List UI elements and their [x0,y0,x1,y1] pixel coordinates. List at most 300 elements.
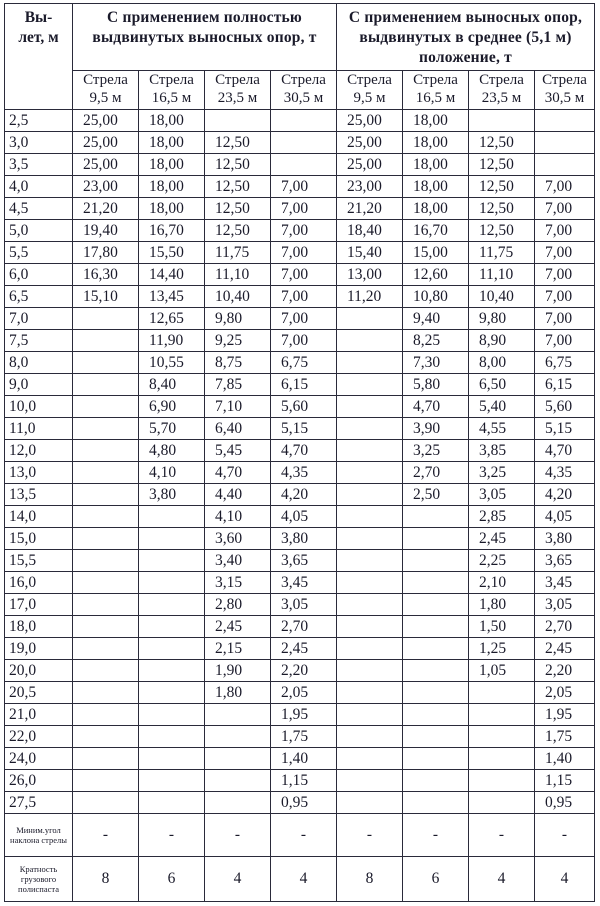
capacity-cell: 7,00 [535,176,595,198]
capacity-cell [73,506,139,528]
capacity-cell [403,528,469,550]
capacity-cell: 3,80 [271,528,337,550]
capacity-cell [337,484,403,506]
capacity-cell: 5,45 [205,440,271,462]
radius-cell: 20,5 [5,682,73,704]
table-row [5,264,595,286]
radius-cell: 13,5 [5,484,73,506]
capacity-cell: 7,00 [271,286,337,308]
capacity-cell: 7,00 [271,308,337,330]
capacity-cell [73,616,139,638]
load-capacity-table [4,3,595,902]
capacity-cell: 7,00 [535,330,595,352]
capacity-cell: 6,90 [139,396,205,418]
boom-length-header [469,71,535,110]
capacity-cell: 9,40 [403,308,469,330]
capacity-cell: 4,10 [205,506,271,528]
capacity-cell: 12,50 [469,154,535,176]
capacity-cell [271,110,337,132]
capacity-cell: 7,00 [535,286,595,308]
capacity-cell [337,660,403,682]
capacity-cell: 2,05 [271,682,337,704]
capacity-cell: 10,40 [469,286,535,308]
capacity-cell [337,528,403,550]
capacity-cell: 7,10 [205,396,271,418]
capacity-cell: 8,00 [469,352,535,374]
radius-cell: 15,5 [5,550,73,572]
capacity-cell: 8,25 [403,330,469,352]
capacity-cell: 12,50 [205,220,271,242]
capacity-cell [403,682,469,704]
capacity-cell: 1,05 [469,660,535,682]
capacity-cell: 2,85 [469,506,535,528]
capacity-cell [535,154,595,176]
table-row [5,374,595,396]
footer-value: - [403,814,469,857]
capacity-cell: 16,30 [73,264,139,286]
capacity-cell [337,506,403,528]
capacity-cell: 4,35 [271,462,337,484]
capacity-cell: 2,15 [205,638,271,660]
capacity-cell: 3,15 [205,572,271,594]
capacity-cell [73,352,139,374]
capacity-cell: 18,00 [139,198,205,220]
capacity-cell [337,704,403,726]
capacity-cell [337,682,403,704]
capacity-cell: 5,60 [535,396,595,418]
capacity-cell: 14,40 [139,264,205,286]
capacity-cell: 6,15 [535,374,595,396]
table-row [5,528,595,550]
capacity-cell: 2,25 [469,550,535,572]
capacity-cell [73,462,139,484]
capacity-cell: 18,00 [139,110,205,132]
radius-cell: 4,0 [5,176,73,198]
capacity-cell: 7,00 [271,176,337,198]
capacity-cell [139,660,205,682]
capacity-cell [337,770,403,792]
boom-length-header [205,71,271,110]
capacity-cell: 3,65 [535,550,595,572]
capacity-cell: 3,05 [271,594,337,616]
capacity-cell: 4,40 [205,484,271,506]
capacity-cell: 11,90 [139,330,205,352]
capacity-cell: 3,45 [535,572,595,594]
table-row [5,638,595,660]
capacity-cell [469,682,535,704]
radius-cell: 21,0 [5,704,73,726]
partial-outriggers-group-header: С применением выносных опор, выдвинутых в среднее (5,1 м) положение, т [337,4,595,71]
radius-cell: 6,0 [5,264,73,286]
radius-cell: 4,5 [5,198,73,220]
capacity-cell: 0,95 [271,792,337,814]
footer-value: - [337,814,403,857]
capacity-cell: 23,00 [73,176,139,198]
capacity-cell: 6,75 [271,352,337,374]
capacity-cell [337,616,403,638]
capacity-cell [337,594,403,616]
capacity-cell: 6,50 [469,374,535,396]
table-row [5,704,595,726]
capacity-cell [139,572,205,594]
capacity-cell: 10,40 [205,286,271,308]
capacity-cell [337,396,403,418]
capacity-cell: 12,50 [205,198,271,220]
capacity-cell [139,594,205,616]
capacity-cell: 4,70 [205,462,271,484]
footer-value: - [139,814,205,857]
capacity-cell [73,726,139,748]
capacity-cell: 7,00 [535,308,595,330]
table-row [5,660,595,682]
capacity-cell [403,638,469,660]
capacity-cell: 4,20 [535,484,595,506]
capacity-cell: 2,05 [535,682,595,704]
capacity-cell: 18,40 [337,220,403,242]
footer-value: 8 [337,857,403,902]
footer-value: 6 [139,857,205,902]
capacity-cell: 8,90 [469,330,535,352]
capacity-cell: 7,00 [535,242,595,264]
radius-cell: 20,0 [5,660,73,682]
capacity-cell [139,616,205,638]
table-row [5,396,595,418]
capacity-cell: 3,80 [139,484,205,506]
capacity-cell [403,660,469,682]
footer-value: 4 [205,857,271,902]
capacity-cell: 2,50 [403,484,469,506]
radius-cell: 16,0 [5,572,73,594]
capacity-cell: 12,65 [139,308,205,330]
capacity-cell [139,506,205,528]
capacity-cell: 2,10 [469,572,535,594]
capacity-cell [73,528,139,550]
capacity-cell: 3,60 [205,528,271,550]
capacity-cell: 2,45 [271,638,337,660]
capacity-cell: 2,20 [271,660,337,682]
min-boom-angle-row [5,814,595,857]
boom-header-length: 23,5 м [217,90,258,106]
capacity-cell [535,132,595,154]
capacity-cell [403,726,469,748]
capacity-cell: 4,05 [535,506,595,528]
capacity-cell [73,638,139,660]
table-row [5,330,595,352]
radius-cell: 5,5 [5,242,73,264]
capacity-cell [73,748,139,770]
capacity-cell: 4,35 [535,462,595,484]
radius-cell: 7,5 [5,330,73,352]
capacity-cell [403,704,469,726]
boom-header-length: 9,5 м [353,90,386,106]
capacity-cell: 18,00 [139,132,205,154]
capacity-cell [337,308,403,330]
radius-cell: 7,0 [5,308,73,330]
capacity-cell [73,418,139,440]
radius-cell: 8,0 [5,352,73,374]
capacity-cell: 18,00 [403,132,469,154]
capacity-cell [535,110,595,132]
capacity-cell: 2,20 [535,660,595,682]
capacity-cell: 2,80 [205,594,271,616]
capacity-cell: 7,30 [403,352,469,374]
capacity-cell: 1,80 [469,594,535,616]
capacity-cell [205,792,271,814]
boom-header-length: 23,5 м [481,90,522,106]
footer-value: 4 [535,857,595,902]
boom-header-word: Стрела [413,72,458,88]
footer-value: - [271,814,337,857]
capacity-cell [403,792,469,814]
capacity-cell [337,792,403,814]
capacity-cell: 11,20 [337,286,403,308]
table-row [5,462,595,484]
capacity-cell [139,792,205,814]
capacity-cell: 1,50 [469,616,535,638]
capacity-cell [337,748,403,770]
capacity-cell: 15,10 [73,286,139,308]
capacity-cell [139,748,205,770]
capacity-cell: 1,80 [205,682,271,704]
capacity-cell: 4,70 [271,440,337,462]
radius-cell: 15,0 [5,528,73,550]
capacity-cell: 2,70 [271,616,337,638]
footer-value: - [469,814,535,857]
capacity-cell: 5,40 [469,396,535,418]
table-body [5,110,595,902]
table-row [5,176,595,198]
boom-header-word: Стрела [542,72,587,88]
radius-header-line-1: Вы- [24,9,53,26]
capacity-cell [403,594,469,616]
hoist-reeving-row [5,857,595,902]
radius-cell: 18,0 [5,616,73,638]
capacity-cell [73,330,139,352]
footer-value: 8 [73,857,139,902]
capacity-cell: 3,05 [535,594,595,616]
capacity-cell: 21,20 [73,198,139,220]
capacity-cell: 18,00 [403,154,469,176]
capacity-cell [205,726,271,748]
footer-value: 4 [271,857,337,902]
capacity-cell [403,506,469,528]
capacity-cell [73,440,139,462]
capacity-cell: 6,75 [535,352,595,374]
capacity-cell [337,638,403,660]
capacity-cell [469,792,535,814]
capacity-cell: 7,00 [271,242,337,264]
capacity-cell: 13,00 [337,264,403,286]
capacity-cell [73,660,139,682]
capacity-cell: 5,70 [139,418,205,440]
capacity-cell: 7,00 [535,198,595,220]
capacity-cell [139,770,205,792]
table-row [5,440,595,462]
capacity-cell: 2,45 [205,616,271,638]
radius-cell: 2,5 [5,110,73,132]
capacity-cell: 25,00 [337,110,403,132]
capacity-cell [205,748,271,770]
capacity-cell: 15,50 [139,242,205,264]
radius-cell: 3,0 [5,132,73,154]
capacity-cell [271,132,337,154]
table-row [5,550,595,572]
table-row [5,792,595,814]
capacity-cell [337,572,403,594]
radius-cell: 3,5 [5,154,73,176]
capacity-cell [337,440,403,462]
capacity-cell: 4,10 [139,462,205,484]
table-row [5,220,595,242]
capacity-cell: 7,00 [271,330,337,352]
capacity-cell: 10,55 [139,352,205,374]
capacity-cell: 18,00 [403,176,469,198]
boom-length-header [403,71,469,110]
capacity-cell [469,726,535,748]
capacity-cell: 1,15 [271,770,337,792]
capacity-cell [469,748,535,770]
capacity-cell [139,550,205,572]
radius-cell: 13,0 [5,462,73,484]
table-row [5,132,595,154]
capacity-cell: 23,00 [337,176,403,198]
footer-value: - [535,814,595,857]
radius-cell: 9,0 [5,374,73,396]
capacity-cell: 25,00 [73,110,139,132]
capacity-cell: 18,00 [403,110,469,132]
boom-length-header [139,71,205,110]
capacity-cell: 7,00 [271,220,337,242]
footer-value: 4 [469,857,535,902]
boom-length-header [73,71,139,110]
radius-cell: 14,0 [5,506,73,528]
capacity-cell: 5,15 [535,418,595,440]
capacity-cell [271,154,337,176]
capacity-cell: 1,40 [271,748,337,770]
boom-header-word: Стрела [83,72,128,88]
capacity-cell: 2,45 [535,638,595,660]
capacity-cell [73,550,139,572]
capacity-cell [139,528,205,550]
capacity-cell [403,550,469,572]
capacity-cell: 5,15 [271,418,337,440]
capacity-cell [73,792,139,814]
capacity-cell: 1,95 [535,704,595,726]
capacity-cell [139,682,205,704]
capacity-cell [205,770,271,792]
radius-header-line-2: лет, м [18,29,59,46]
boom-length-header [535,71,595,110]
capacity-cell: 18,00 [139,176,205,198]
capacity-cell: 25,00 [337,154,403,176]
capacity-cell: 3,80 [535,528,595,550]
capacity-cell: 6,40 [205,418,271,440]
table-row [5,352,595,374]
capacity-cell: 3,45 [271,572,337,594]
capacity-cell: 1,75 [271,726,337,748]
capacity-cell [139,638,205,660]
capacity-cell [403,616,469,638]
table-row [5,242,595,264]
boom-header-word: Стрела [215,72,260,88]
footer-value: - [205,814,271,857]
table-header [5,4,595,110]
capacity-cell: 3,05 [469,484,535,506]
table-row [5,748,595,770]
capacity-cell: 2,70 [403,462,469,484]
capacity-cell: 7,85 [205,374,271,396]
capacity-cell [73,374,139,396]
capacity-cell [73,704,139,726]
table-row [5,682,595,704]
capacity-cell [337,330,403,352]
radius-cell: 17,0 [5,594,73,616]
capacity-cell: 3,65 [271,550,337,572]
capacity-cell: 9,80 [205,308,271,330]
capacity-cell: 16,70 [403,220,469,242]
capacity-cell [139,726,205,748]
capacity-cell: 17,80 [73,242,139,264]
table-row [5,572,595,594]
capacity-cell: 8,75 [205,352,271,374]
capacity-cell [403,572,469,594]
capacity-cell [73,396,139,418]
boom-header-word: Стрела [479,72,524,88]
capacity-cell: 3,25 [469,462,535,484]
footer-label: Миним.угол наклона стрелы [5,814,73,857]
boom-length-header [337,71,403,110]
capacity-cell: 11,10 [205,264,271,286]
footer-value: 6 [403,857,469,902]
capacity-cell [337,418,403,440]
footer-label: Кратность грузового полиспаста [5,857,73,902]
capacity-cell: 15,00 [403,242,469,264]
capacity-cell: 15,40 [337,242,403,264]
capacity-cell: 1,25 [469,638,535,660]
table-row [5,770,595,792]
full-outriggers-group-header: С применением полностью выдвинутых выносных опор, т [73,4,337,71]
capacity-cell: 4,05 [271,506,337,528]
capacity-cell: 13,45 [139,286,205,308]
capacity-cell [73,572,139,594]
table-row [5,594,595,616]
capacity-cell: 2,70 [535,616,595,638]
capacity-cell: 11,10 [469,264,535,286]
capacity-cell: 25,00 [337,132,403,154]
table-row [5,418,595,440]
capacity-cell: 4,80 [139,440,205,462]
boom-header-word: Стрела [347,72,392,88]
capacity-cell [205,110,271,132]
table-row [5,484,595,506]
capacity-cell: 12,50 [205,154,271,176]
table-row [5,198,595,220]
capacity-cell: 1,40 [535,748,595,770]
capacity-cell: 8,40 [139,374,205,396]
capacity-cell [73,682,139,704]
capacity-cell [73,770,139,792]
capacity-cell: 16,70 [139,220,205,242]
boom-header-length: 30,5 м [544,90,585,106]
capacity-cell: 3,85 [469,440,535,462]
capacity-cell [403,770,469,792]
capacity-cell: 4,55 [469,418,535,440]
capacity-cell: 3,40 [205,550,271,572]
capacity-cell [337,374,403,396]
capacity-cell [205,704,271,726]
capacity-cell: 7,00 [271,264,337,286]
capacity-cell: 4,70 [535,440,595,462]
